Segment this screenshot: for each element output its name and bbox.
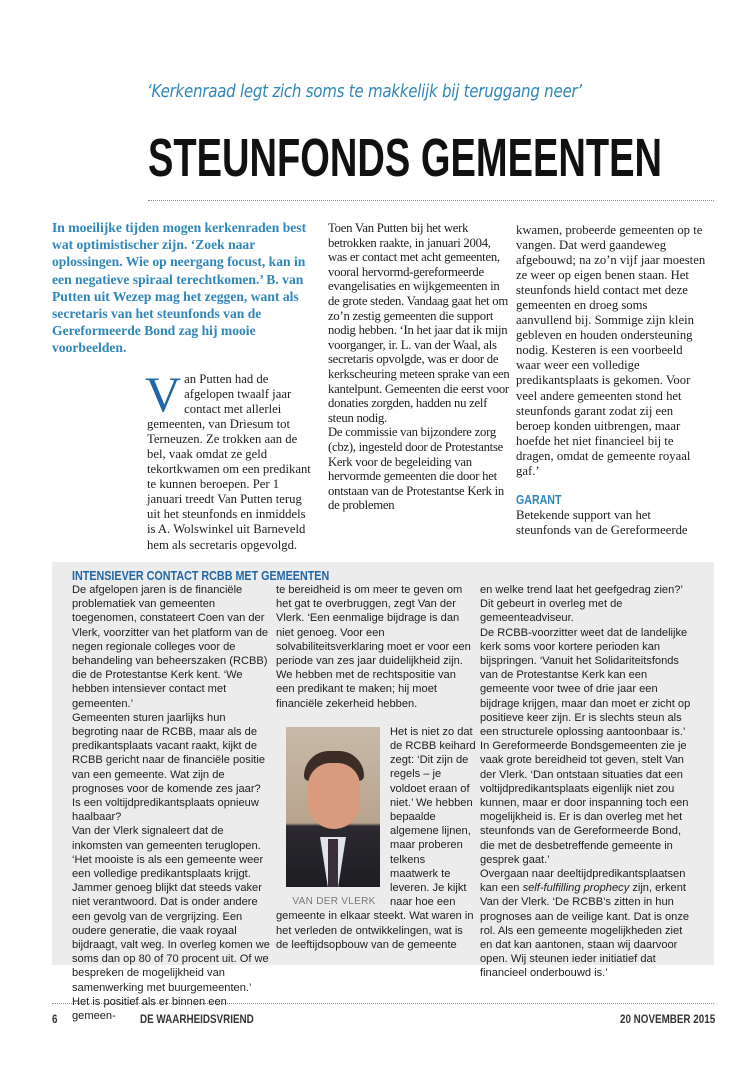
text: Overgaan naar deeltijdpredikantsplaatsen kan een [480,868,686,895]
sidebar-box-title: INTENSIEVER CONTACT RCBB MET GEMEENTEN [72,569,330,583]
photo-van-der-vlerk [286,727,382,909]
paragraph [480,867,692,981]
publication-name: DE WAARHEIDSVRIEND [140,1012,254,1026]
paragraph-with-photo [276,725,476,952]
paragraph: Toen Van Putten bij het werk betrokken raakte, in januari 2004, was er contact met acht gemeenten, vooral hervormd-gereformeerde evangelisaties en wijkgemeenten in de grote steden. Vandaag gaat het om zo’n zestig gemeenten die support nodig hebben. ‘In het jaar dat ik mijn voorganger, ir. L. van der Waal, als secretaris opvolgde, was er door de kerkscheuring meteen sprake van een kantelpunt. Gemeenten die eerst voor donaties zorgden, hadden nu zelf steun nodig. [328,221,510,425]
box-column-2 [276,583,476,952]
article-title: STEUNFONDS GEMEENTEN [148,128,662,188]
drop-cap: V [145,366,182,422]
paragraph: Het is positief als er binnen een gemeen- [72,995,227,1023]
issue-date: 20 NOVEMBER 2015 [620,1012,716,1026]
paragraph-text: Het is niet zo dat de RCBB keihard zegt: ‘Dit zijn de regels – je voldoet eraan of niet.’ We hebben bepaalde algemene lijnen, maar proberen telkens maatwerk te leveren. Je kijkt naar hoe een gemeente in elkaar steekt. Wat waren in het verleden de ontwikkelingen, wat is de leeftijdsopbouw van de gemeente [276,725,476,951]
italic-term: self-fulfilling prophecy [522,882,630,895]
page-number: 6 [52,1012,58,1026]
paragraph: kwamen, probeerde gemeenten op te vangen. Dat werd gaandeweg afgebouwd; na zo’n vijf jaar moesten ze weer op eigen benen staan. Het steunfonds hield contact met deze gemeenten en droeg soms aanvullend bij. Sommige zijn klein gebleven en houden ondersteuning nodig. Kesteren is een voorbeeld waar weer een volledige predikantsplaats is gekomen. Voor veel andere gemeenten stond het steunfonds garant zodat zij een beroep konden uitbrengen, maar hoefde het niet financieel bij te dragen, omdat de gemeente royaal gaf.’ [516,223,706,478]
subheading-garant: GARANT [516,492,562,507]
paragraph: an Putten had de afgelopen twaalf jaar contact met allerlei gemeenten, van Driesum tot Terneuzen. Ze trokken aan de bel, vaak omdat ze geld tekortkwamen om een predikant te kunnen beroepen. Per 1 januari treedt Van Putten terug uit het steunfonds en inmiddels is A. Wolswinkel uit Barneveld hem als secretaris opgevolgd. [147,372,311,552]
paragraph: Gemeenten sturen jaarlijks hun begroting naar de RCBB, maar als de predikantsplaats vacant raakt, kijkt de RCBB gericht naar de financiële positie van een gemeente. Wat zijn de prognoses voor de komende zes jaar? Is een voltijdpredikantsplaats opnieuw haalbaar? [72,711,266,824]
paragraph: De afgelopen jaren is de financiële problematiek van gemeenten toegenomen, constateert Coen van der Vlerk, voorzitter van het platform van de negen regionale colleges voor de behandeling van beheerszaken (RCBB) die de Protestantse Kerk kent. ‘We hebben intensiever contact met gemeenten.’ [72,584,269,710]
article-intro: In moeilijke tijden mogen kerkenraden best wat optimistischer zijn. ‘Zoek naar oplossingen. Wie op neergang focust, kan in een negatieve spiraal terechtkomen.’ B. van Putten uit Wezep mag het zeggen, want als secretaris van het steunfonds van de Gereformeerde Bond zag hij mooie voorbeelden. [52,220,307,356]
paragraph: te bereidheid is om meer te geven om het gat te overbruggen, zegt Van der Vlerk. ‘Een eenmalige bijdrage is dan niet genoeg. Voor een solvabiliteitsverklaring moet er voor een periode van zes jaar duidelijkheid zijn. We hebben met de rechtspositie van een predikant te maken; hij moet financiële zekerheid hebben. [276,584,471,710]
title-divider [148,200,714,201]
portrait-image [286,727,380,887]
paragraph: De commissie van bijzondere zorg (cbz), ingesteld door de Protestantse Kerk voor de begeleiding van hervormde gemeenten die door het ontstaan van de Protestantse Kerk in de problemen [328,425,504,513]
article-column-1 [145,366,315,553]
paragraph: In Gereformeerde Bondsgemeenten zie je vaak grote bereidheid tot geven, stelt Van der Vlerk. ‘Dan ontstaan situaties dat een voltijdpredikantsplaats eigenlijk niet zou kunnen, maar er door inspanning toch een mogelijkheid is. Er is dan overleg met het steunfonds van de Gereformeerde Bond, die met de desbetreffende gemeente in gesprek gaat.’ [480,740,689,866]
article-column-2 [328,221,510,513]
article-column-3 [516,223,706,538]
box-column-1 [72,583,272,1023]
text: zijn, erkent Van der Vlerk. ‘De RCBB’s zitten in hun prognoses aan de veilige kant. Dat is onze rol. Als een gemeente mogelijkheden ziet en dat kan aantonen, staan wij daarvoor open. Wij steunen ieder initiatief dat financieel onderbouwd is.’ [480,882,690,980]
paragraph: Van der Vlerk signaleert dat de inkomsten van gemeenten teruglopen. ‘Het mooiste is als een gemeente weer een volledige predikantsplaats krijgt. Jammer genoeg blijkt dat steeds vaker niet verantwoord. Dat is onder andere een gevolg van de vergrijzing. Een oudere generatie, die vaak royaal bijdraagt, valt weg. In overleg komen we soms dan op 80 of 70 procent uit. Of we bespreken de mogelijkheid van samenwerking met buurgemeenten.’ [72,825,270,994]
paragraph: Betekende support van het steunfonds van de Gereformeerde [516,507,688,537]
paragraph: De RCBB-voorzitter weet dat de landelijke kerk soms voor kortere perioden kan bijspringen. ‘Vanuit het Solidariteitsfonds van de Protestantse Kerk kan een gemeente voor twee of drie jaar een bijdrage krijgen, maar dan moet er zicht op positieve keer zijn. Er is slechts steun als een structurele oplossing aantoonbaar is.’ [480,626,691,739]
box-column-3 [480,583,692,981]
photo-caption: VAN DER VLERK [292,895,376,907]
paragraph: en welke trend laat het geefgedrag zien?’ Dit gebeurt in overleg met de gemeenteadviseur. [480,584,683,625]
article-subtitle: ‘Kerkenraad legt zich soms te makkelijk bij teruggang neer’ [147,82,582,102]
